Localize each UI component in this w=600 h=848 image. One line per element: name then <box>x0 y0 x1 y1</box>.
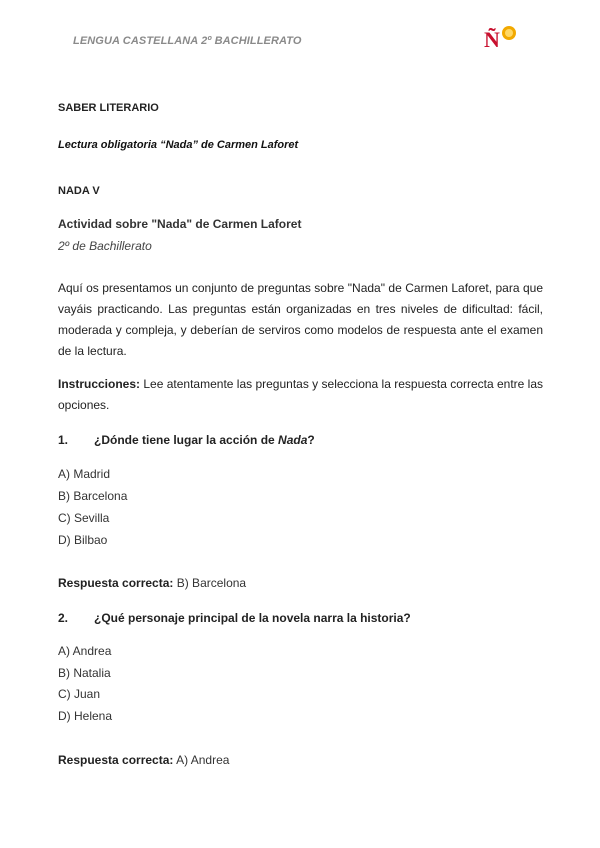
instructions-paragraph <box>58 374 543 416</box>
q1-answer-value: B) Barcelona <box>173 576 247 590</box>
section-title: SABER LITERARIO <box>58 102 159 114</box>
activity-title: Actividad sobre "Nada" de Carmen Laforet <box>58 217 302 231</box>
q2-answer-label: Respuesta correcta: <box>58 753 174 767</box>
question-1: 1. ¿Dónde tiene lugar la acción de Nada? <box>58 433 315 447</box>
q1-option-b: B) Barcelona <box>58 489 128 503</box>
course-header: LENGUA CASTELLANA 2º BACHILLERATO <box>73 35 302 47</box>
q2-answer <box>58 753 229 767</box>
question-2-text: ¿Qué personaje principal de la novela narra la historia? <box>94 611 411 625</box>
question-1-text: ¿Dónde tiene lugar la acción de <box>94 433 279 447</box>
q1-answer-label: Respuesta correcta: <box>58 576 174 590</box>
reading-title: Lectura obligatoria “Nada” de Carmen Laforet <box>58 139 299 151</box>
q2-option-a: A) Andrea <box>58 644 112 658</box>
q2-answer-value: A) Andrea <box>173 753 230 767</box>
q1-option-a: A) Madrid <box>58 467 111 481</box>
question-2-number: 2. <box>58 611 69 625</box>
question-2 <box>58 611 411 625</box>
q2-option-b: B) Natalia <box>58 666 111 680</box>
intro-paragraph: Aquí os presentamos un conjunto de preguntas sobre "Nada" de Carmen Laforet, para que vayáis practicando. Las preguntas están organizadas en tres niveles de dificultad: fácil, moderada y compleja, y deberían de serviros como modelos de respuesta ante el examen de la lectura. <box>58 281 543 358</box>
q1-answer <box>58 576 246 590</box>
q2-option-c: C) Juan <box>58 687 101 701</box>
unit-title: NADA V <box>58 185 100 197</box>
q1-option-d: D) Bilbao <box>58 533 108 547</box>
q1-option-c: C) Sevilla <box>58 511 110 525</box>
logo-text: Ñ <box>484 27 500 50</box>
instructions-text: Lee atentamente las preguntas y selecciona la respuesta correcta entre las opciones. <box>58 377 543 412</box>
instructions-label: Instrucciones: <box>58 377 141 391</box>
n-logo-icon <box>480 22 520 50</box>
question-1-number: 1. <box>58 433 69 447</box>
question-1-title-italic: Nada <box>278 433 308 447</box>
activity-subtitle: 2º de Bachillerato <box>58 239 152 253</box>
q2-option-d: D) Helena <box>58 709 113 723</box>
